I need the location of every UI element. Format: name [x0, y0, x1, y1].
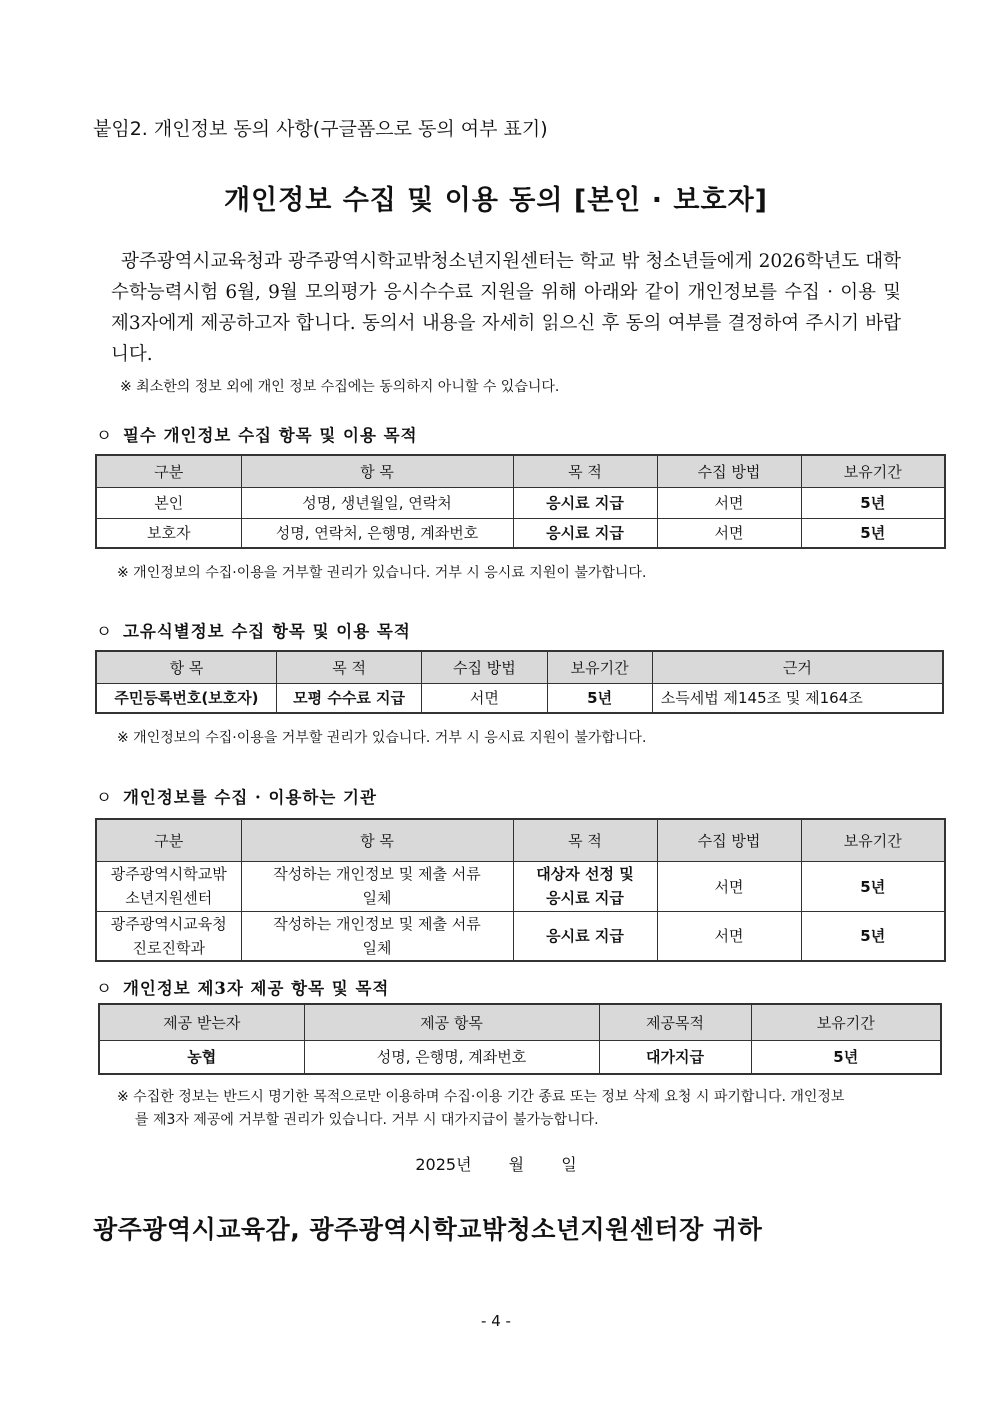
table-cell	[241, 861, 513, 911]
col-header: 구분	[96, 819, 241, 861]
col-header: 항 목	[241, 819, 513, 861]
table-cell	[513, 861, 657, 911]
item-line: 일체	[362, 938, 392, 957]
table-cell	[96, 911, 241, 961]
item-line: 작성하는 개인정보 및 제출 서류	[273, 865, 481, 883]
table-cell: 본인	[96, 487, 241, 518]
col-header: 항 목	[241, 455, 513, 487]
col-header: 제공목적	[599, 1004, 751, 1040]
table-cell: 5년	[801, 911, 945, 961]
col-header: 제공 항목	[304, 1004, 599, 1040]
table-cell: 5년	[801, 518, 945, 548]
table-cell: 보호자	[96, 518, 241, 548]
date-month: 월	[508, 1155, 525, 1174]
bullet-icon: ㅇ	[96, 979, 113, 998]
table-row	[96, 861, 945, 911]
intro-note: ※ 최소한의 정보 외에 개인 정보 수집에는 동의하지 아니할 수 있습니다.	[120, 379, 560, 395]
table-cell: 주민등록번호(보호자)	[96, 683, 276, 713]
col-header: 항 목	[96, 651, 276, 683]
section-heading-text: 개인정보 제3자 제공 항목 및 목적	[122, 979, 390, 998]
table-cell: 농협	[99, 1040, 304, 1074]
signature-date	[0, 1152, 992, 1175]
table-header-row	[99, 1004, 941, 1040]
table-cell: 서면	[657, 911, 801, 961]
table-row	[96, 911, 945, 961]
intro-text: 광주광역시교육청과 광주광역시학교밖청소년지원센터는 학교 밖 청소년들에게 2026학년도 대학수학능력시험 6월, 9월 모의평가 응시수수료 지원을 위해 아래와 같이 개인정보를 수집 · 이용 및 제3자에게 제공하고자 합니다. 동의서 내용을 자세히 읽으신 후 동의 여부를 결정하여 주시기 바랍니다.	[111, 251, 901, 365]
table-cell: 서면	[657, 861, 801, 911]
table-cell: 성명, 은행명, 계좌번호	[304, 1040, 599, 1074]
table-cell: 서면	[422, 683, 547, 713]
table-cell: 소득세법 제145조 및 제164조	[652, 683, 943, 713]
table-cell: 응시료 지급	[513, 487, 657, 518]
required-info-table	[95, 454, 946, 549]
col-header: 구분	[96, 455, 241, 487]
table-cell: 성명, 생년월일, 연락처	[241, 487, 513, 518]
unique-id-table	[95, 650, 944, 714]
table-header-row	[96, 819, 945, 861]
col-header: 보유기간	[547, 651, 652, 683]
section-heading-text: 개인정보를 수집 · 이용하는 기관	[122, 788, 377, 807]
table-cell: 응시료 지급	[513, 911, 657, 961]
table-cell: 서면	[657, 487, 801, 518]
item-line: 일체	[362, 889, 392, 907]
table-row	[99, 1040, 941, 1074]
unique-note: ※ 개인정보의 수집·이용을 거부할 권리가 있습니다. 거부 시 응시료 지원이 불가합니다.	[117, 730, 647, 746]
org-line: 소년지원센터	[125, 889, 213, 907]
col-header: 수집 방법	[422, 651, 547, 683]
col-header: 수집 방법	[657, 455, 801, 487]
attachment-label: 붙임2. 개인정보 동의 사항(구글폼으로 동의 여부 표기)	[93, 118, 548, 140]
table-cell: 모평 수수료 지급	[276, 683, 421, 713]
third-party-table	[98, 1003, 942, 1075]
table-cell: 5년	[751, 1040, 941, 1074]
table-cell: 5년	[801, 861, 945, 911]
agencies-table	[95, 818, 946, 962]
page-number: - 4 -	[481, 1312, 511, 1330]
table-row	[96, 683, 943, 713]
col-header: 목 적	[276, 651, 421, 683]
third-note-line1: ※ 수집한 정보는 반드시 명기한 목적으로만 이용하며 수집·이용 기간 종료 또는 정보 삭제 요청 시 파기합니다. 개인정보	[117, 1089, 845, 1105]
table-cell: 응시료 지급	[513, 518, 657, 548]
table-cell: 5년	[801, 487, 945, 518]
col-header: 수집 방법	[657, 819, 801, 861]
col-header: 근거	[652, 651, 943, 683]
table-cell	[96, 861, 241, 911]
bullet-icon: ㅇ	[96, 622, 113, 641]
bullet-icon: ㅇ	[96, 788, 113, 807]
purpose-line: 응시료 지급	[546, 889, 624, 907]
col-header: 목 적	[513, 455, 657, 487]
addressee: 광주광역시교육감, 광주광역시학교밖청소년지원센터장 귀하	[93, 1215, 763, 1244]
org-line: 광주광역시학교밖	[110, 865, 227, 883]
section-third-party-heading	[96, 975, 389, 999]
third-note-line2: 를 제3자 제공에 거부할 권리가 있습니다. 거부 시 대가지급이 불가능합니다.	[135, 1112, 599, 1128]
table-row	[96, 487, 945, 518]
section-unique-heading	[96, 618, 411, 642]
col-header: 보유기간	[751, 1004, 941, 1040]
required-note: ※ 개인정보의 수집·이용을 거부할 권리가 있습니다. 거부 시 응시료 지원이 불가합니다.	[117, 565, 647, 581]
table-header-row	[96, 651, 943, 683]
date-year: 2025년	[415, 1155, 472, 1174]
table-cell: 성명, 연락처, 은행명, 계좌번호	[241, 518, 513, 548]
table-cell: 5년	[547, 683, 652, 713]
col-header: 보유기간	[801, 455, 945, 487]
bullet-icon: ㅇ	[96, 426, 113, 445]
item-line: 작성하는 개인정보 및 제출 서류	[273, 914, 481, 933]
date-day: 일	[561, 1155, 577, 1174]
table-cell	[241, 911, 513, 961]
document-title: 개인정보 수집 및 이용 동의 [본인 · 보호자]	[223, 185, 769, 216]
col-header: 목 적	[513, 819, 657, 861]
section-heading-text: 고유식별정보 수집 항목 및 이용 목적	[122, 622, 411, 641]
section-required-heading	[96, 422, 418, 446]
section-heading-text: 필수 개인정보 수집 항목 및 이용 목적	[122, 426, 418, 445]
table-cell: 서면	[657, 518, 801, 548]
col-header: 제공 받는자	[99, 1004, 304, 1040]
table-cell: 대가지급	[599, 1040, 751, 1074]
col-header: 보유기간	[801, 819, 945, 861]
purpose-line: 대상자 선정 및	[536, 865, 634, 883]
table-row	[96, 518, 945, 548]
table-header-row	[96, 455, 945, 487]
org-line: 광주광역시교육청	[110, 914, 227, 933]
section-agencies-heading	[96, 784, 377, 808]
intro-paragraph	[111, 246, 901, 370]
org-line: 진로진학과	[132, 938, 205, 957]
